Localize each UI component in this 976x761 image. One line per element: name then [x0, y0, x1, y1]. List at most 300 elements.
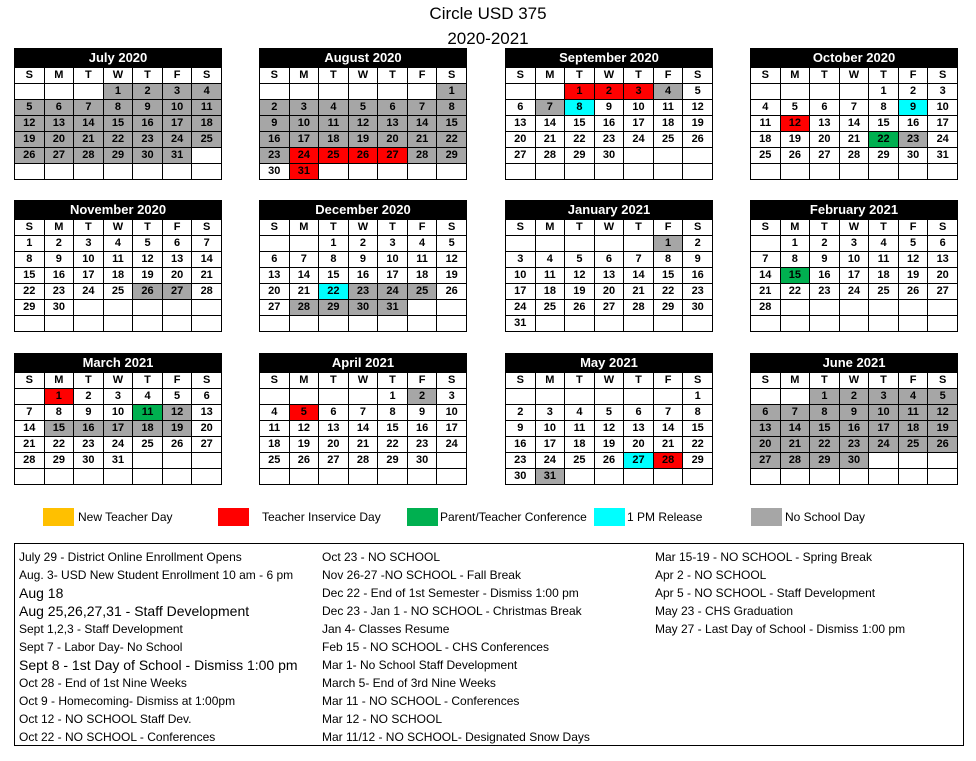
day-cell: 15 [565, 116, 595, 132]
month-header: December 2020 [259, 200, 467, 219]
day-cell: 29 [653, 300, 683, 316]
week-row [15, 148, 222, 164]
day-cell: 24 [839, 284, 869, 300]
day-cell: 7 [192, 236, 222, 252]
day-cell: 26 [594, 453, 624, 469]
note-item: Mar 11 - NO SCHOOL - Conferences [322, 694, 520, 708]
weekday-label: S [928, 220, 958, 236]
day-cell: 18 [407, 268, 437, 284]
empty-cell [162, 469, 192, 485]
legend-label-parent-teacher: Parent/Teacher Conference [440, 510, 587, 524]
weekday-label: M [535, 68, 565, 84]
week-row [15, 405, 222, 421]
day-cell: 22 [565, 132, 595, 148]
week-row [506, 132, 713, 148]
day-cell: 1 [44, 389, 74, 405]
empty-cell [15, 389, 45, 405]
month-table [14, 219, 222, 332]
day-cell: 13 [624, 421, 654, 437]
month-july-2020 [14, 48, 222, 180]
day-cell: 11 [565, 421, 595, 437]
day-cell: 17 [624, 116, 654, 132]
empty-cell [437, 469, 467, 485]
week-row [260, 469, 467, 485]
weekday-label: S [192, 373, 222, 389]
note-item: Apr 2 - NO SCHOOL [655, 568, 767, 582]
day-cell: 7 [653, 405, 683, 421]
weekday-label: T [810, 68, 840, 84]
week-row [15, 453, 222, 469]
empty-cell [44, 164, 74, 180]
empty-cell [74, 300, 104, 316]
day-cell: 31 [289, 164, 319, 180]
week-row [15, 132, 222, 148]
week-row [506, 284, 713, 300]
day-cell: 12 [437, 252, 467, 268]
week-row [506, 84, 713, 100]
empty-cell [74, 84, 104, 100]
day-cell: 18 [192, 116, 222, 132]
empty-cell [751, 84, 781, 100]
weekday-label: M [289, 68, 319, 84]
weekday-label: W [839, 68, 869, 84]
day-cell: 2 [839, 389, 869, 405]
day-cell: 21 [751, 284, 781, 300]
weekday-label: F [653, 68, 683, 84]
week-row [751, 100, 958, 116]
week-row [260, 268, 467, 284]
empty-cell [928, 316, 958, 332]
weekday-label: S [506, 68, 536, 84]
day-cell: 1 [869, 84, 899, 100]
week-row [260, 405, 467, 421]
weekday-label: T [319, 373, 349, 389]
week-row [506, 100, 713, 116]
day-cell: 28 [192, 284, 222, 300]
week-row [751, 316, 958, 332]
note-item: May 23 - CHS Graduation [655, 604, 794, 618]
day-cell: 11 [192, 100, 222, 116]
weekday-label: S [683, 68, 713, 84]
day-cell: 21 [289, 284, 319, 300]
notes-column-1 [19, 548, 298, 746]
empty-cell [407, 300, 437, 316]
empty-cell [565, 316, 595, 332]
weekday-label: T [869, 68, 899, 84]
weekday-label: S [437, 68, 467, 84]
day-cell: 23 [74, 437, 104, 453]
day-cell: 19 [437, 268, 467, 284]
empty-cell [653, 164, 683, 180]
empty-cell [869, 316, 899, 332]
note-item: Aug 25,26,27,31 - Staff Development [19, 603, 250, 619]
day-cell: 16 [898, 116, 928, 132]
legend-swatch-no-school [751, 508, 782, 526]
day-cell: 3 [74, 236, 104, 252]
day-cell: 11 [653, 100, 683, 116]
week-row [15, 421, 222, 437]
empty-cell [594, 469, 624, 485]
weekday-label: T [624, 68, 654, 84]
weekday-label: T [319, 68, 349, 84]
weekday-label: W [103, 68, 133, 84]
day-cell: 23 [683, 284, 713, 300]
day-cell: 13 [751, 421, 781, 437]
day-cell: 28 [74, 148, 104, 164]
month-table [505, 67, 713, 180]
day-cell: 25 [653, 132, 683, 148]
month-january-2021 [505, 200, 713, 332]
day-cell: 17 [535, 437, 565, 453]
empty-cell [133, 316, 163, 332]
day-cell: 24 [74, 284, 104, 300]
note-item: Sept 7 - Labor Day- No School [19, 640, 183, 654]
day-cell: 27 [162, 284, 192, 300]
day-cell: 4 [319, 100, 349, 116]
empty-cell [348, 164, 378, 180]
weekday-label: S [192, 68, 222, 84]
day-cell: 26 [683, 132, 713, 148]
month-november-2020 [14, 200, 222, 332]
weekday-label: S [751, 373, 781, 389]
day-cell: 5 [780, 100, 810, 116]
empty-cell [103, 300, 133, 316]
note-item: Dec 22 - End of 1st Semester - Dismiss 1:00 pm [322, 586, 579, 600]
day-cell: 30 [898, 148, 928, 164]
day-cell: 2 [506, 405, 536, 421]
empty-cell [535, 236, 565, 252]
day-cell: 25 [751, 148, 781, 164]
day-cell: 29 [44, 453, 74, 469]
day-cell: 28 [751, 300, 781, 316]
day-cell: 3 [378, 236, 408, 252]
month-header: August 2020 [259, 48, 467, 67]
day-cell: 13 [192, 405, 222, 421]
day-cell: 8 [683, 405, 713, 421]
weekday-label: M [780, 373, 810, 389]
weekday-label: S [15, 373, 45, 389]
day-cell: 7 [839, 100, 869, 116]
day-cell: 21 [535, 132, 565, 148]
day-cell: 6 [506, 100, 536, 116]
month-header: January 2021 [505, 200, 713, 219]
day-cell: 13 [928, 252, 958, 268]
note-item: Mar 11/12 - NO SCHOOL- Designated Snow Days [322, 730, 590, 744]
day-cell: 7 [289, 252, 319, 268]
day-cell: 12 [898, 252, 928, 268]
weekday-label: T [869, 373, 899, 389]
weekday-label: S [260, 220, 290, 236]
day-cell: 10 [74, 252, 104, 268]
empty-cell [653, 389, 683, 405]
empty-cell [535, 84, 565, 100]
day-cell: 21 [624, 284, 654, 300]
month-header: June 2021 [750, 353, 958, 372]
day-cell: 25 [565, 453, 595, 469]
empty-cell [810, 300, 840, 316]
day-cell: 27 [192, 437, 222, 453]
day-cell: 30 [506, 469, 536, 485]
day-cell: 20 [44, 132, 74, 148]
empty-cell [683, 316, 713, 332]
empty-cell [565, 164, 595, 180]
day-cell: 16 [133, 116, 163, 132]
weekday-label: T [810, 220, 840, 236]
weekday-label: S [15, 220, 45, 236]
week-row [751, 148, 958, 164]
day-cell: 7 [15, 405, 45, 421]
month-october-2020 [750, 48, 958, 180]
empty-cell [192, 469, 222, 485]
month-may-2021 [505, 353, 713, 485]
day-cell: 9 [898, 100, 928, 116]
weekday-label: T [133, 373, 163, 389]
day-cell: 9 [810, 252, 840, 268]
day-cell: 20 [624, 437, 654, 453]
day-cell: 20 [506, 132, 536, 148]
month-february-2021 [750, 200, 958, 332]
weekday-label: S [683, 220, 713, 236]
weekday-label: T [378, 373, 408, 389]
empty-cell [192, 316, 222, 332]
day-cell: 31 [535, 469, 565, 485]
note-item: July 29 - District Online Enrollment Opens [19, 550, 242, 564]
day-cell: 3 [103, 389, 133, 405]
day-cell: 25 [898, 437, 928, 453]
day-cell: 15 [437, 116, 467, 132]
day-cell: 26 [437, 284, 467, 300]
empty-cell [898, 300, 928, 316]
weekday-row [15, 68, 222, 84]
weekday-label: T [378, 68, 408, 84]
day-cell: 23 [348, 284, 378, 300]
day-cell: 23 [260, 148, 290, 164]
weekday-label: S [506, 220, 536, 236]
day-cell: 26 [133, 284, 163, 300]
day-cell: 5 [683, 84, 713, 100]
week-row [751, 469, 958, 485]
month-table [14, 372, 222, 485]
day-cell: 29 [319, 300, 349, 316]
day-cell: 23 [898, 132, 928, 148]
month-header: October 2020 [750, 48, 958, 67]
legend-label-no-school: No School Day [785, 510, 866, 524]
empty-cell [624, 164, 654, 180]
day-cell: 21 [74, 132, 104, 148]
weekday-label: S [928, 373, 958, 389]
day-cell: 15 [378, 421, 408, 437]
day-cell: 10 [289, 116, 319, 132]
day-cell: 11 [535, 268, 565, 284]
day-cell: 4 [260, 405, 290, 421]
day-cell: 15 [103, 116, 133, 132]
day-cell: 1 [683, 389, 713, 405]
day-cell: 30 [260, 164, 290, 180]
day-cell: 4 [103, 236, 133, 252]
day-cell: 1 [319, 236, 349, 252]
week-row [751, 84, 958, 100]
day-cell: 12 [565, 268, 595, 284]
legend-swatch-teacher-inservice [218, 508, 249, 526]
day-cell: 10 [437, 405, 467, 421]
day-cell: 25 [260, 453, 290, 469]
week-row [260, 252, 467, 268]
weekday-label: T [810, 373, 840, 389]
day-cell: 28 [839, 148, 869, 164]
legend-swatch-new-teacher [43, 508, 74, 526]
day-cell: 22 [319, 284, 349, 300]
weekday-row [751, 220, 958, 236]
day-cell: 17 [103, 421, 133, 437]
empty-cell [780, 469, 810, 485]
day-cell: 5 [437, 236, 467, 252]
day-cell: 17 [506, 284, 536, 300]
day-cell: 15 [653, 268, 683, 284]
day-cell: 5 [348, 100, 378, 116]
month-header: November 2020 [14, 200, 222, 219]
day-cell: 17 [869, 421, 899, 437]
empty-cell [683, 164, 713, 180]
empty-cell [506, 389, 536, 405]
empty-cell [260, 469, 290, 485]
weekday-label: F [407, 68, 437, 84]
day-cell: 19 [683, 116, 713, 132]
day-cell: 22 [44, 437, 74, 453]
empty-cell [103, 316, 133, 332]
month-table [750, 219, 958, 332]
day-cell: 7 [407, 100, 437, 116]
day-cell: 6 [928, 236, 958, 252]
weekday-label: W [594, 68, 624, 84]
month-header: April 2021 [259, 353, 467, 372]
empty-cell [565, 389, 595, 405]
weekday-row [506, 373, 713, 389]
day-cell: 26 [898, 284, 928, 300]
day-cell: 2 [74, 389, 104, 405]
day-cell: 23 [839, 437, 869, 453]
day-cell: 19 [133, 268, 163, 284]
day-cell: 10 [839, 252, 869, 268]
day-cell: 30 [407, 453, 437, 469]
day-cell: 11 [751, 116, 781, 132]
month-table [259, 219, 467, 332]
week-row [506, 236, 713, 252]
day-cell: 19 [898, 268, 928, 284]
day-cell: 22 [780, 284, 810, 300]
day-cell: 28 [780, 453, 810, 469]
note-item: Oct 22 - NO SCHOOL - Conferences [19, 730, 216, 744]
note-item: Oct 28 - End of 1st Nine Weeks [19, 676, 187, 690]
day-cell: 12 [780, 116, 810, 132]
day-cell: 6 [162, 236, 192, 252]
weekday-label: S [260, 373, 290, 389]
day-cell: 14 [839, 116, 869, 132]
weekday-label: T [74, 68, 104, 84]
empty-cell [535, 316, 565, 332]
empty-cell [810, 84, 840, 100]
note-item: Aug 18 [19, 585, 64, 601]
empty-cell [780, 316, 810, 332]
week-row [260, 132, 467, 148]
weekday-row [506, 68, 713, 84]
day-cell: 23 [407, 437, 437, 453]
empty-cell [260, 389, 290, 405]
empty-cell [624, 236, 654, 252]
day-cell: 4 [565, 405, 595, 421]
weekday-label: S [683, 373, 713, 389]
month-table [505, 219, 713, 332]
weekday-label: W [348, 373, 378, 389]
day-cell: 20 [928, 268, 958, 284]
day-cell: 2 [594, 84, 624, 100]
week-row [506, 252, 713, 268]
day-cell: 7 [751, 252, 781, 268]
day-cell: 3 [506, 252, 536, 268]
week-row [751, 116, 958, 132]
note-item: Aug. 3- USD New Student Enrollment 10 am - 6 pm [19, 568, 294, 582]
day-cell: 27 [751, 453, 781, 469]
empty-cell [192, 453, 222, 469]
week-row [751, 300, 958, 316]
day-cell: 24 [506, 300, 536, 316]
day-cell: 30 [74, 453, 104, 469]
weekday-label: W [839, 373, 869, 389]
empty-cell [192, 164, 222, 180]
note-item: Oct 12 - NO SCHOOL Staff Dev. [19, 712, 192, 726]
week-row [751, 268, 958, 284]
day-cell: 18 [751, 132, 781, 148]
weekday-row [260, 220, 467, 236]
week-row [15, 84, 222, 100]
day-cell: 27 [319, 453, 349, 469]
day-cell: 9 [839, 405, 869, 421]
day-cell: 22 [437, 132, 467, 148]
week-row [506, 405, 713, 421]
day-cell: 20 [751, 437, 781, 453]
note-item: March 5- End of 3rd Nine Weeks [322, 676, 496, 690]
weekday-label: F [407, 220, 437, 236]
day-cell: 24 [162, 132, 192, 148]
day-cell: 12 [133, 252, 163, 268]
empty-cell [437, 300, 467, 316]
day-cell: 18 [133, 421, 163, 437]
week-row [15, 389, 222, 405]
day-cell: 2 [810, 236, 840, 252]
week-row [506, 116, 713, 132]
note-item: Mar 15-19 - NO SCHOOL - Spring Break [655, 550, 872, 564]
day-cell: 16 [506, 437, 536, 453]
day-cell: 15 [44, 421, 74, 437]
day-cell: 9 [44, 252, 74, 268]
month-header: March 2021 [14, 353, 222, 372]
calendar-title: Circle USD 375 [429, 4, 547, 23]
weekday-label: F [653, 220, 683, 236]
day-cell: 29 [378, 453, 408, 469]
day-cell: 21 [15, 437, 45, 453]
day-cell: 21 [348, 437, 378, 453]
day-cell: 17 [289, 132, 319, 148]
note-item: Dec 23 - Jan 1 - NO SCHOOL - Christmas Break [322, 604, 582, 618]
day-cell: 9 [407, 405, 437, 421]
day-cell: 4 [133, 389, 163, 405]
day-cell: 25 [192, 132, 222, 148]
empty-cell [162, 300, 192, 316]
note-item: Apr 5 - NO SCHOOL - Staff Development [655, 586, 876, 600]
month-header: July 2020 [14, 48, 222, 67]
empty-cell [780, 84, 810, 100]
day-cell: 9 [594, 100, 624, 116]
day-cell: 22 [653, 284, 683, 300]
